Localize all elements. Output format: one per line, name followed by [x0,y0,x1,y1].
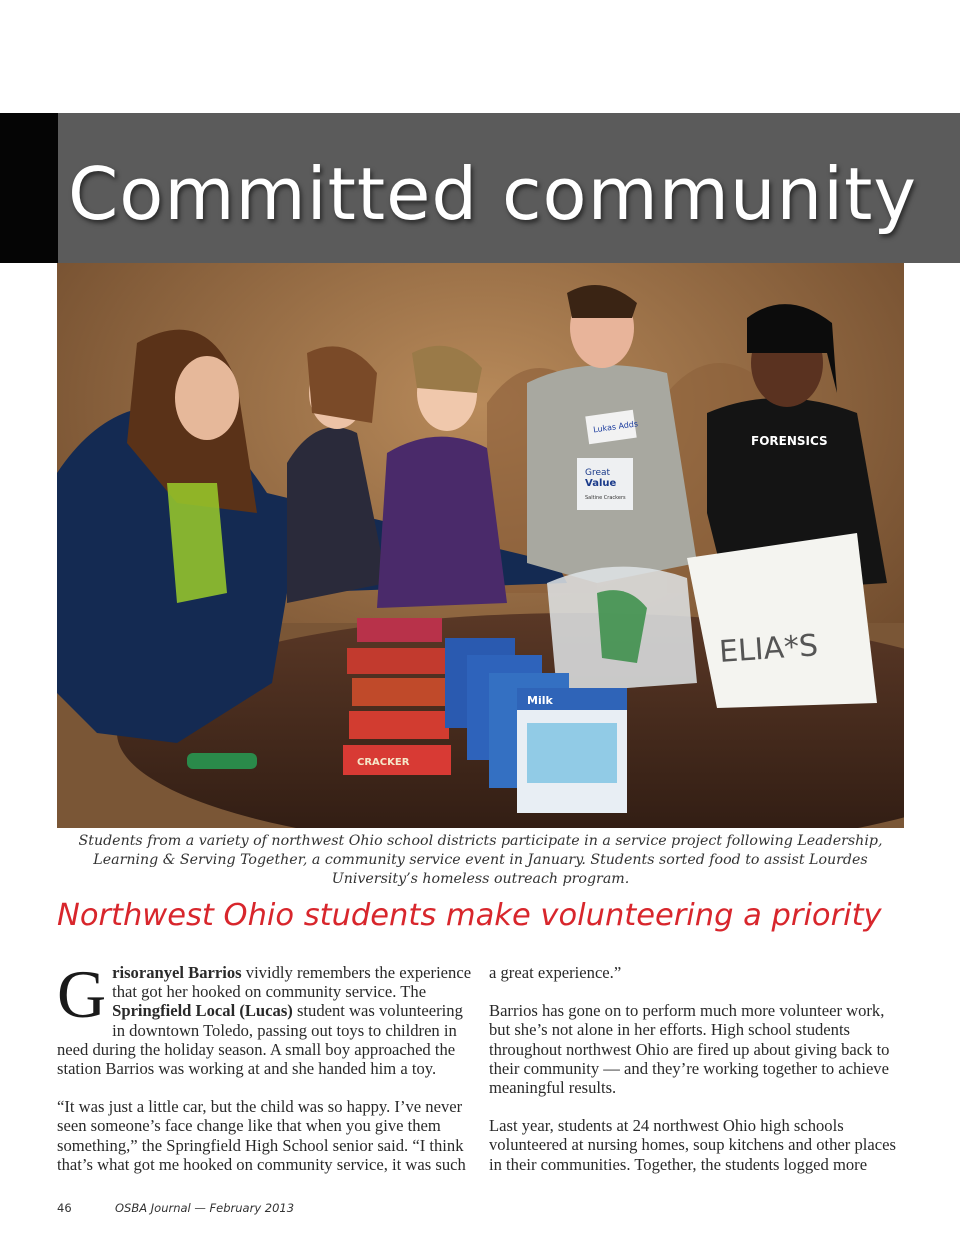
article-column-right [489,963,899,1193]
photo-caption: Students from a variety of northwest Ohio school districts participate in a service project following Leadership, Learning & Serving Together, a community service event in January. Students sorted food to assist Lourdes University’s homeless outreach program. [78,833,883,887]
article-photo [57,263,904,828]
article-column-left [57,956,475,1193]
header-accent-block [0,113,58,263]
shirt-text: FORENSICS [751,434,828,448]
nametag-text: Lukas Adds [592,419,639,435]
article-paragraph: Grisoranyel Barrios vividly remembers the experience that got her hooked on community service. The Springfield Local (Lucas) student was volunteering in downtown Toledo, passing out toys to children in need during the holiday season. A small boy approached the station Barrios was working at and she handed him a toy. [57,956,472,1079]
box-item-text: Saltine Crackers [585,495,626,501]
person-name: risoranyel Barrios [112,963,242,982]
school-name: Springfield Local (Lucas) [112,1001,293,1021]
photo-illustration [57,263,904,828]
page-title: Committed community [68,152,917,236]
milk-box-text: Milk [527,694,553,707]
publication-info: OSBA Journal — February 2013 [115,1201,295,1215]
article-paragraph: “It was just a little car, but the child was so happy. I’ve never seen someone’s face change like that when you give them something,” the Springfield High School senior said. “I think that’s what got me hooked on community service, it was such [57,1097,466,1174]
bag-text: ELIA*S [717,628,820,671]
page-number: 46 [57,1201,72,1215]
article-paragraph: a great experience.” [489,963,622,982]
article-paragraph: Last year, students at 24 northwest Ohio high schools volunteered at nursing homes, soup kitchens and other places in their communities. Together, the students logged more [489,1116,896,1174]
box-value-text: Value [585,478,617,489]
drop-cap: G [57,956,107,1032]
article-subhead: Northwest Ohio students make volunteering a priority [57,898,882,933]
article-paragraph: Barrios has gone on to perform much more volunteer work, but she’s not alone in her efforts. High school students throughout northwest Ohio are fired up about giving back to their community — and they’re working together to achieve meaningful results. [489,1001,890,1098]
cracker-box-text: CRACKER [357,757,410,768]
box-brand-text: Great [585,468,611,478]
page-footer [57,1201,294,1215]
